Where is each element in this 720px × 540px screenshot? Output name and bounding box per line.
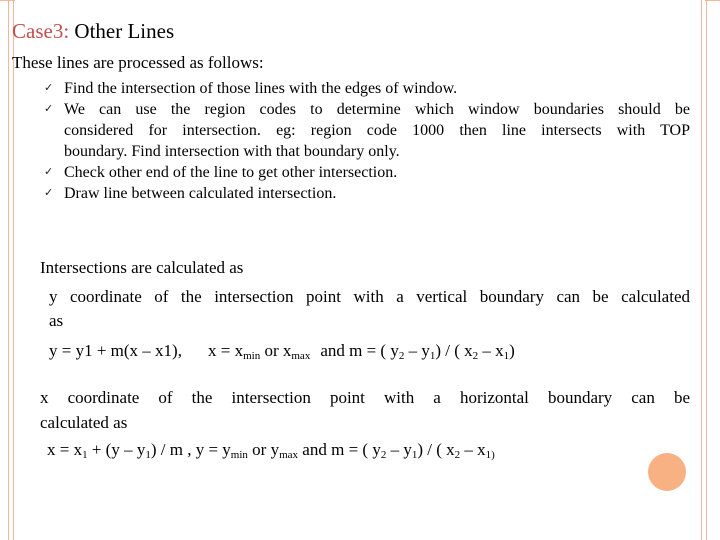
horizontal-boundary-text-cont: calculated as <box>40 413 128 432</box>
list-item-continuation: considered for intersection. eg: region code 1000 then line intersects with TOP <box>64 122 690 139</box>
list-item: ✓ Check other end of the line to get other intersection. <box>44 164 398 181</box>
intro-text: These lines are processed as follows: <box>12 53 264 72</box>
bullet-icon: ✓ <box>44 103 54 115</box>
title-prefix: Case3: <box>12 19 70 43</box>
frame-line-right-inner <box>701 0 702 540</box>
bullet-icon: ✓ <box>44 187 54 199</box>
list-item: ✓ Find the intersection of those lines with the edges of window. <box>44 80 458 97</box>
decorative-circle <box>648 453 686 491</box>
vertical-boundary-text: y coordinate of the intersection point with a vertical boundary can be calculated <box>49 287 690 306</box>
vertical-boundary-text-cont: as <box>49 311 64 330</box>
intersections-heading: Intersections are calculated as <box>40 258 244 277</box>
frame-line-right-outer <box>706 0 707 540</box>
title-rest: Other Lines <box>69 19 175 43</box>
frame-line-left-inner <box>13 0 14 540</box>
bullet-list <box>44 78 690 204</box>
list-item: ✓ Draw line between calculated intersection. <box>44 185 337 202</box>
horizontal-formula: $x = x_1 + (y - y_1) / m$ , $y = y_{min}$ or $y_{max}$ and m = ( $y_2 - y_1$) / ( $x_2 - x_{1)}$ <box>47 440 495 461</box>
slide-title <box>12 19 174 44</box>
list-item: ✓ We can use the region codes to determine which window boundaries should be <box>44 101 690 118</box>
bullet-icon: ✓ <box>44 166 54 178</box>
horizontal-boundary-text: x coordinate of the intersection point with a horizontal boundary can be <box>40 388 690 407</box>
frame-top-right <box>705 0 720 1</box>
frame-line-left-outer <box>8 0 9 540</box>
list-item-continuation: boundary. Find intersection with that boundary only. <box>64 143 400 160</box>
bullet-icon: ✓ <box>44 82 54 94</box>
frame-top-left <box>0 0 15 1</box>
vertical-formula: y = y1 + m(x – x1), $x = x_{min}$ or $x_{max}$ and m = ( $y_2 - y_1$) / ( $x_2 - x_1$) <box>49 341 515 362</box>
